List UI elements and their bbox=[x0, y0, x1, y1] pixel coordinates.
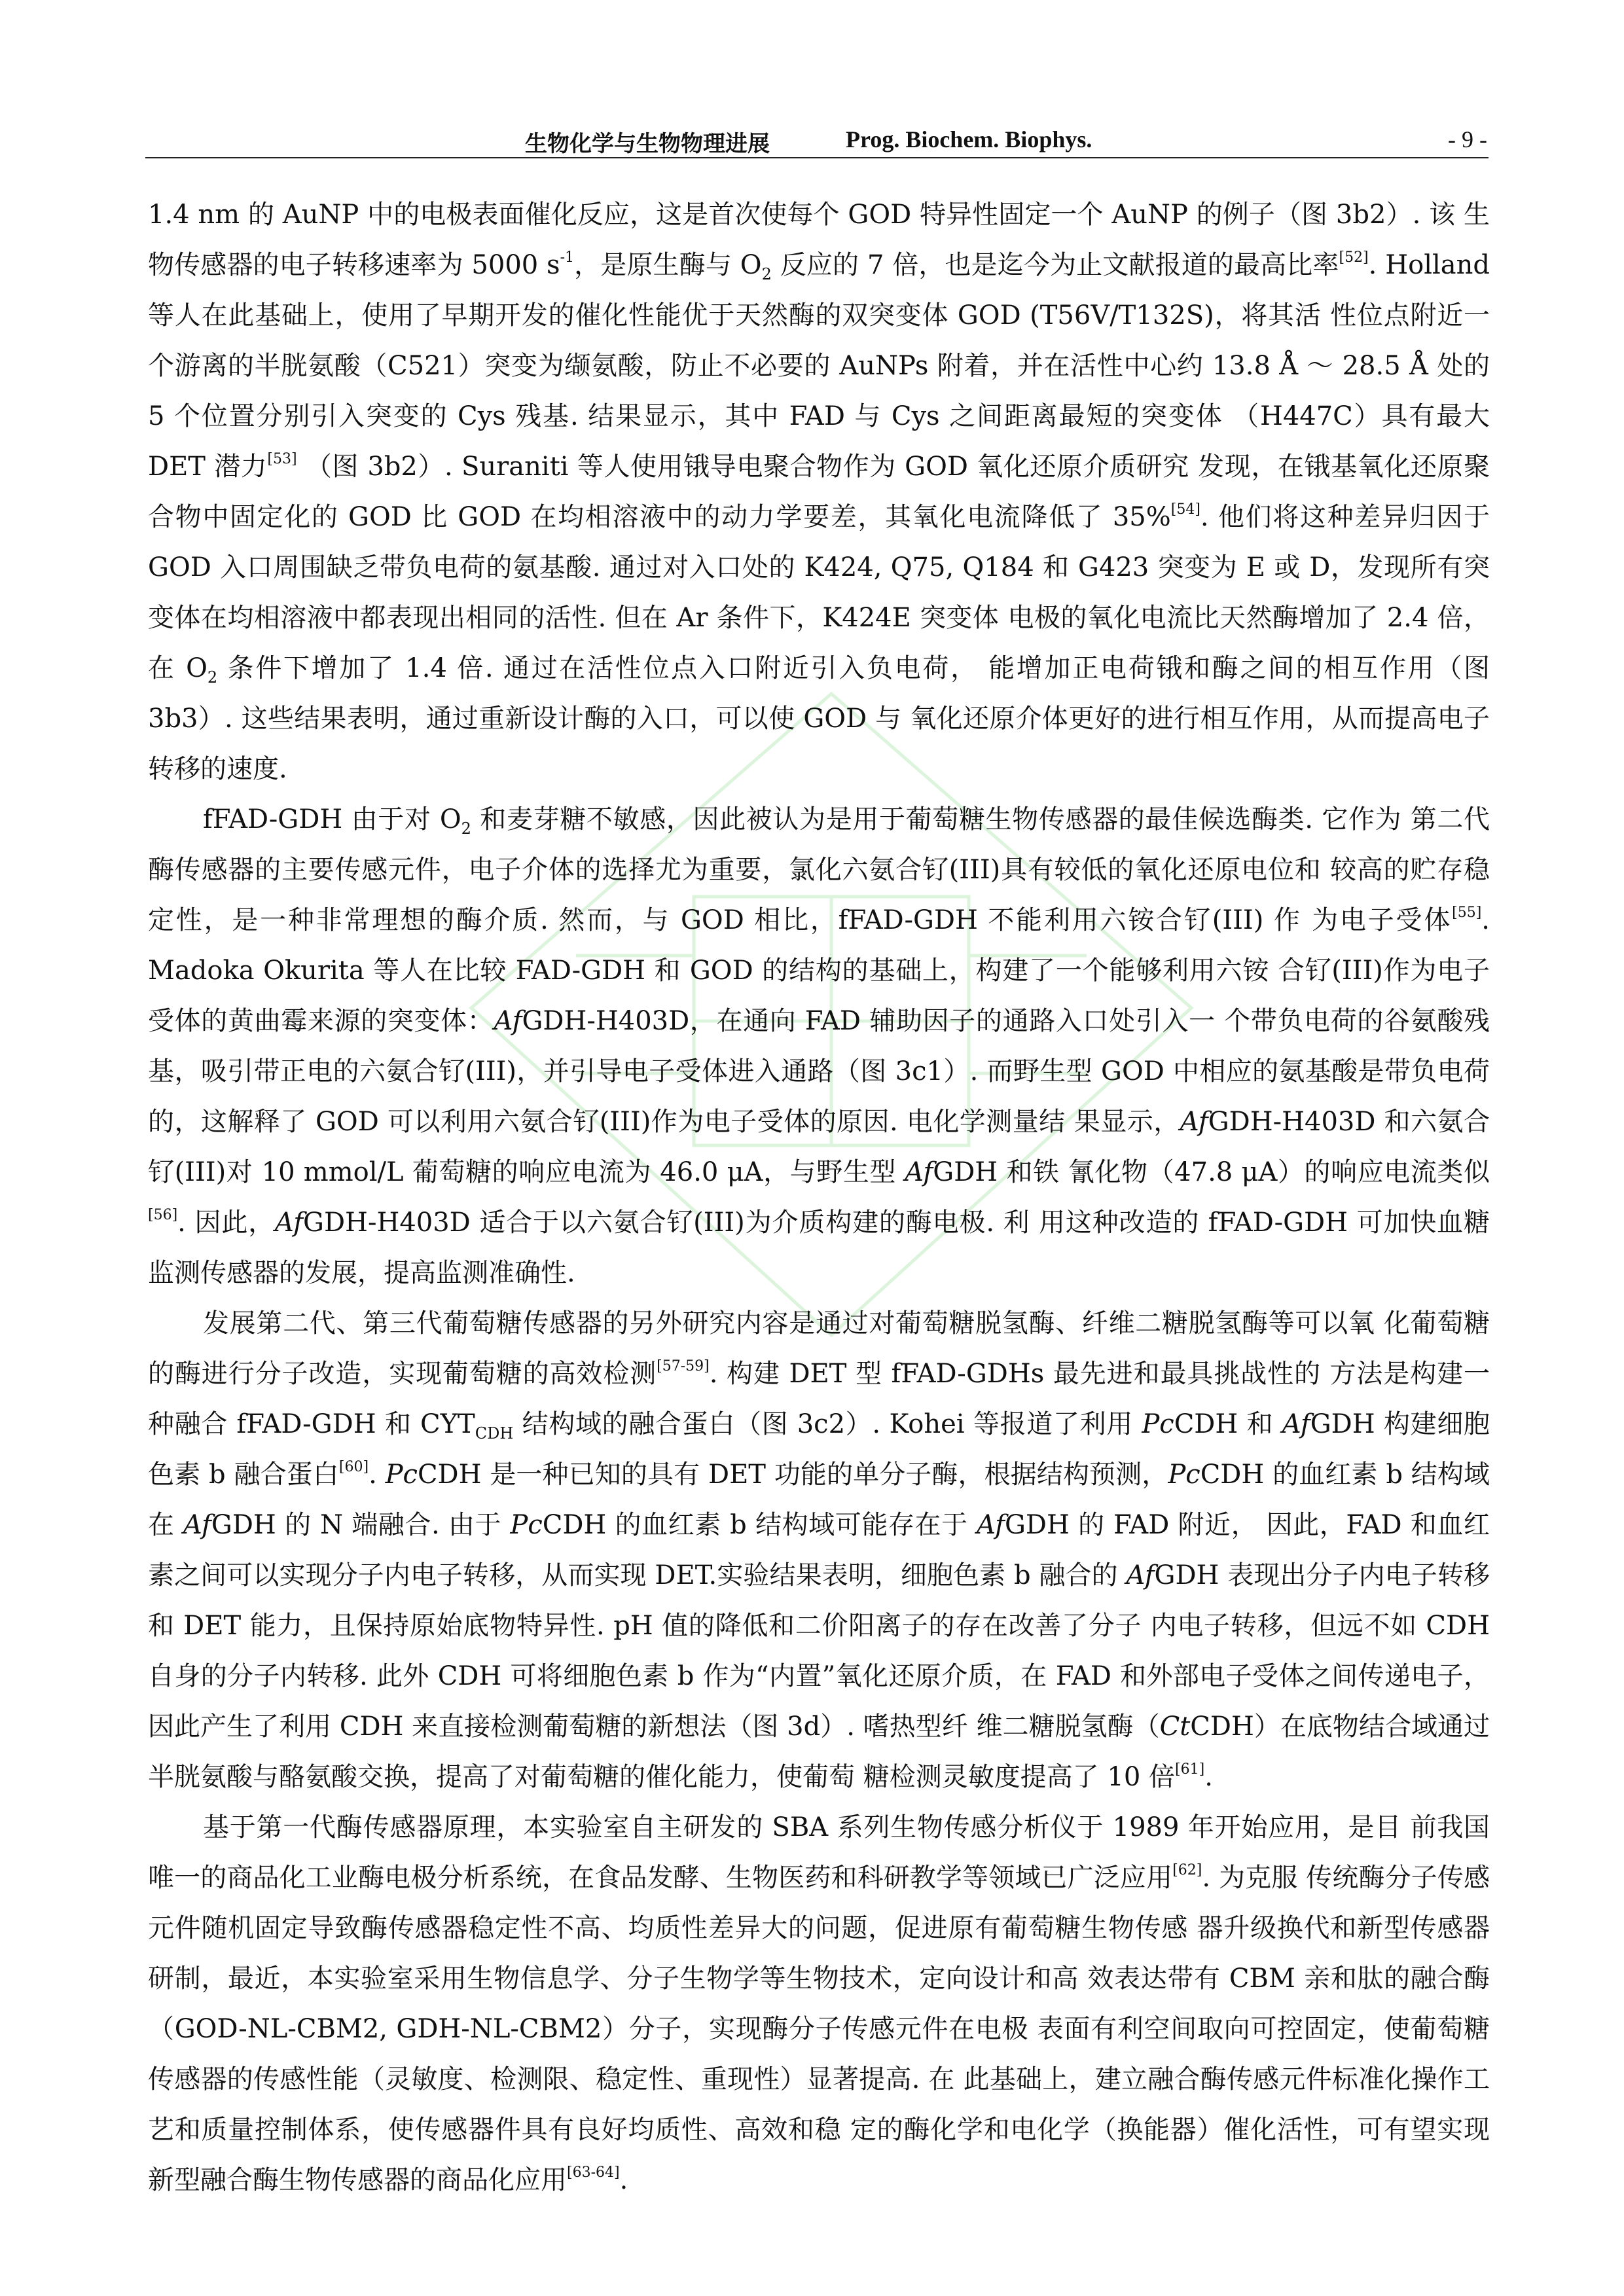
text-run: 第二代酶传感器的主要传感元件，电子介体的选择尤为重要，氯化六氨合钌(III)具有较低的氧化还原电位和 bbox=[148, 804, 1490, 885]
text-run: 能增加正电荷锇和酶之间的相互作用（图 3b3）. 这些结果表明，通过重新设计酶的入口，可以使 GOD 与 bbox=[148, 653, 1490, 734]
text-run: 生物传感器的电子转移速率为 5000 s bbox=[148, 200, 1490, 280]
text-run: 性位点附近一个游离的半胱氨酸（C521）突变为缬氨酸，防止不必要的 AuNPs 附着，并在活性中心约 13.8 bbox=[148, 300, 1490, 381]
running-header bbox=[145, 124, 1489, 158]
paragraph bbox=[148, 795, 1490, 1299]
text-run: CDH bbox=[1200, 1460, 1265, 1490]
text-run: 发现，在锇基氧化还原聚合物中固定化的 GOD 比 GOD 在均相溶液中的动力学要差，其氧化电流降低了 bbox=[148, 452, 1490, 532]
text-run: 氧化还原介体更好的进行相互作用，从而提高电子转移的速度. bbox=[148, 704, 1490, 784]
text-run: . 他们将这种差异归因于 GOD 入口周围缺乏带负电荷的氨基酸. 通过对入口处的 K424, Q75, Q184 和 bbox=[148, 502, 1490, 583]
text-run: CDH 和 bbox=[1174, 1409, 1274, 1439]
page-number: - 9 - bbox=[1448, 126, 1487, 152]
citation-superscript: -1 bbox=[560, 249, 575, 266]
subscript: 2 bbox=[207, 668, 218, 687]
citation-superscript: [63-64] bbox=[567, 2164, 620, 2181]
text-run: 维二糖脱氢酶（ bbox=[976, 1712, 1160, 1742]
text-run: 条件下增加了 1.4 倍. 通过在活性位点入口附近引入负电荷， bbox=[217, 653, 979, 683]
text-run: 和麦芽糖不敏感，因此被认为是用于葡萄糖生物传感器的最佳候选酶类. 它作为 bbox=[471, 804, 1402, 834]
text-run: . bbox=[619, 2165, 628, 2195]
italic-text: Af bbox=[494, 1006, 522, 1036]
text-run: . 因此， bbox=[177, 1208, 276, 1238]
citation-superscript: [55] bbox=[1452, 904, 1482, 921]
journal-title-en: Prog. Biochem. Biophys. bbox=[846, 126, 1092, 152]
italic-text: Af bbox=[183, 1510, 211, 1540]
text-run: fFAD-GDH 由于对 O bbox=[203, 804, 461, 834]
citation-superscript: [54] bbox=[1170, 501, 1200, 518]
italic-text: Af bbox=[905, 1157, 933, 1187]
article-body bbox=[148, 190, 1490, 2206]
text-run: （图 3b2）. Suraniti 等人使用锇导电聚合物作为 GOD 氧化还原介质研究 bbox=[297, 452, 1189, 482]
paragraph bbox=[148, 190, 1490, 795]
text-run: 化葡萄糖的酶进行分子改造，实现葡萄糖的高效检测 bbox=[148, 1308, 1490, 1389]
text-run: 因此，FAD 和血红素之间可以实现分子内电子转移，从而实现 DET.实验结果表明，细胞色素 b 融合的 bbox=[148, 1510, 1490, 1590]
text-run: CDH 的血红素 b 结构域可能存在于 bbox=[542, 1510, 977, 1540]
text-run: . bbox=[1204, 1762, 1213, 1792]
text-run: Holland 等人在此基础上，使用了早期开发的催化性能优于天然酶的双突变体 GOD (T56V/T132S)，将其活 bbox=[148, 250, 1490, 331]
text-run: GDH 的 FAD 附近， bbox=[1004, 1510, 1258, 1540]
text-run: 果显示， bbox=[1074, 1107, 1180, 1137]
italic-text: Af bbox=[275, 1208, 304, 1238]
journal-title-cn: 生物化学与生物物理进展 bbox=[525, 131, 770, 157]
text-run: 用这种改造的 fFAD-GDH 可加快血糖监测传感器的发展，提高监测准确性. bbox=[148, 1208, 1490, 1288]
italic-text: Pc bbox=[510, 1510, 543, 1540]
citation-superscript: [62] bbox=[1172, 1861, 1202, 1878]
text-run: （H447C）具有最大 DET 潜力 bbox=[148, 401, 1490, 482]
text-run: CDH 是一种已知的具有 DET 功能的单分子酶，根据结构预测， bbox=[417, 1460, 1168, 1490]
text-run: ，是原生酶与 O bbox=[574, 250, 762, 280]
text-run: 个带负电荷的谷氨酸残基，吸引带正电的六氨合钌(III)，并引导电子受体进入通路（图 3c1）. 而野生型 GOD bbox=[148, 1006, 1490, 1086]
subscript: CDH bbox=[475, 1424, 514, 1443]
paragraph bbox=[148, 1803, 1490, 2206]
text-run: 糖检测灵敏度提高了 10 倍 bbox=[863, 1762, 1176, 1792]
text-run: . 构建 DET 型 fFAD-GDHs 最先进和最具挑战性的 bbox=[709, 1359, 1321, 1389]
text-run: 效表达带有 CBM 亲和肽的融合酶（GOD-NL-CBM2, GDH-NL-CBM2）分子，实现酶分子传感元件在电极 bbox=[148, 1964, 1490, 2044]
text-run: GDH 构建细胞色素 b 融合蛋白 bbox=[148, 1409, 1490, 1490]
text-run: GDH 和铁 bbox=[933, 1157, 1060, 1187]
text-run: 发展第二代、第三代葡萄糖传感器的另外研究内容是通过对葡萄糖脱氢酶、纤维二糖脱氢酶等可以氧 bbox=[203, 1308, 1375, 1338]
text-run: 此基础上，建立融合酶传感元件标准化操作工艺和质量控制体系，使传感器件具有良好均质性、高效和稳 bbox=[148, 2064, 1490, 2145]
text-run: 反应的 7 倍，也是迄今为止文献报道的最高比率 bbox=[771, 250, 1339, 280]
text-run: 35% bbox=[1112, 502, 1171, 532]
text-run: 电极的氧化电流比天然酶增加了 2.4 倍，在 O bbox=[148, 603, 1490, 683]
citation-superscript: [57-59] bbox=[657, 1357, 710, 1374]
text-run: . 为克服 bbox=[1202, 1863, 1298, 1893]
text-run: . bbox=[1368, 250, 1377, 280]
text-run: GDH-H403D 适合于以六氨合钌(III)为介质构建的酶电极. 利 bbox=[303, 1208, 1030, 1238]
text-run: 氰化物（47.8 μA）的响应电流类似 bbox=[1068, 1157, 1490, 1187]
italic-text: Pc bbox=[1168, 1460, 1200, 1490]
italic-text: Af bbox=[976, 1510, 1005, 1540]
italic-text: Af bbox=[1282, 1409, 1310, 1439]
citation-superscript: [52] bbox=[1339, 249, 1369, 266]
text-run: 的血红素 b 结构域在 bbox=[148, 1460, 1490, 1540]
text-run: 较高的贮存稳定性，是一种非常理想的酶介质. 然而，与 GOD 相比，fFAD-GDH 不能利用六铵合钌(III) 作 bbox=[148, 855, 1490, 935]
text-run: 结构域的融合蛋白（图 3c2）. Kohei 等报道了利用 bbox=[513, 1409, 1142, 1439]
text-run: 1.4 nm 的 AuNP 中的电极表面催化反应，这是首次使每个 GOD 特异性固定一个 AuNP 的例子（图 3b2）. 该 bbox=[148, 200, 1456, 230]
text-run: 定的酶化学和电化学（换能器）催化活性，可有望实现新型融合酶生物传感器的商品化应用 bbox=[148, 2115, 1490, 2195]
text-run: GDH 的 N 端融合. 由于 bbox=[211, 1510, 511, 1540]
text-run: G423 突变为 E 或 D，发现所有突变体在均相溶液中都表现出相同的活性. 但在 Ar 条件下，K424E 突变体 bbox=[148, 552, 1490, 633]
subscript: 2 bbox=[761, 265, 772, 283]
text-run: . bbox=[369, 1460, 386, 1490]
text-run: GDH-H403D，在通向 FAD 辅助因子的通路入口处引入一 bbox=[522, 1006, 1216, 1036]
citation-superscript: [61] bbox=[1175, 1761, 1205, 1778]
text-run: GDH-H403D 和六氨合钌(III)对 10 mmol/L 葡萄糖的响应电流为 46.0 μA，与野生型 bbox=[148, 1107, 1490, 1187]
text-run: 传统酶分子传感元件随机固定导致酶传感器稳定性不高、均质性差异大的问题，促进原有葡萄糖生物传感 bbox=[148, 1863, 1490, 1943]
subscript: 2 bbox=[461, 819, 471, 838]
italic-text: Ct bbox=[1159, 1712, 1191, 1742]
italic-text: Af bbox=[1126, 1560, 1155, 1590]
text-run: 内电子转移，但远不如 CDH 自身的分子内转移. 此外 CDH 可将细胞色素 b 作为“内置”氧化还原介质，在 bbox=[148, 1611, 1490, 1691]
text-run: 方法是构建一种融合 fFAD-GDH 和 CYT bbox=[148, 1359, 1490, 1439]
citation-superscript: [60] bbox=[338, 1458, 369, 1475]
italic-text: Pc bbox=[385, 1460, 418, 1490]
italic-text: Pc bbox=[1142, 1409, 1174, 1439]
text-run: 合钌(III)作为电子受体的黄曲霉来源的突变体： bbox=[148, 956, 1490, 1036]
italic-text: Af bbox=[1180, 1107, 1208, 1137]
text-run: 中相应的氨基酸是带负电荷的，这解释了 GOD 可以利用六氨合钌(III)作为电子受体的原因. 电化学测量结 bbox=[148, 1056, 1490, 1137]
citation-superscript: [56] bbox=[148, 1206, 178, 1223]
text-run: CDH）在底物结合域通过半胱氨酸与酪氨酸交换，提高了对葡萄糖的催化能力，使葡萄 bbox=[148, 1712, 1490, 1792]
text-run: 表现出分子内电子转移和 DET 能力，且保持原始底物特异性. pH 值的降低和二价阳离子的存在改善了分子 bbox=[148, 1560, 1490, 1641]
text-run: 基于第一代酶传感器原理，本实验室自主研发的 SBA 系列生物传感分析仪于 1989 年开始应用，是目 bbox=[203, 1812, 1401, 1842]
text-run: FAD 和外部电子受体之间传递电子，因此产生了利用 CDH 来直接检测葡萄糖的新想法（图 3d）. 嗜热型纤 bbox=[148, 1661, 1490, 1742]
text-run: 为电子受体 bbox=[1312, 905, 1453, 935]
text-run: . Madoka Okurita 等人在比较 FAD-GDH 和 GOD 的结构的基础上，构建了一个能够利用六铵 bbox=[148, 905, 1490, 986]
text-run: 前我国唯一的商品化工业酶电极分析系统，在食品发酵、生物医药和科研教学等领域已广泛应用 bbox=[148, 1812, 1490, 1893]
citation-superscript: [53] bbox=[267, 450, 297, 467]
text-run: GDH bbox=[1154, 1560, 1219, 1590]
text-run: 器升级换代和新型传感器研制，最近，本实验室采用生物信息学、分子生物学等生物技术，定向设计和高 bbox=[148, 1913, 1490, 1994]
text-run: Å ～ 28.5 Å 处的 5 个位置分别引入突变的 Cys 残基. 结果显示，其中 FAD 与 Cys 之间距离最短的突变体 bbox=[148, 351, 1490, 431]
text-run: 表面有利空间取向可控固定，使葡萄糖传感器的传感性能（灵敏度、检测限、稳定性、重现性）显著提高. 在 bbox=[148, 2014, 1490, 2094]
paragraph bbox=[148, 1299, 1490, 1803]
